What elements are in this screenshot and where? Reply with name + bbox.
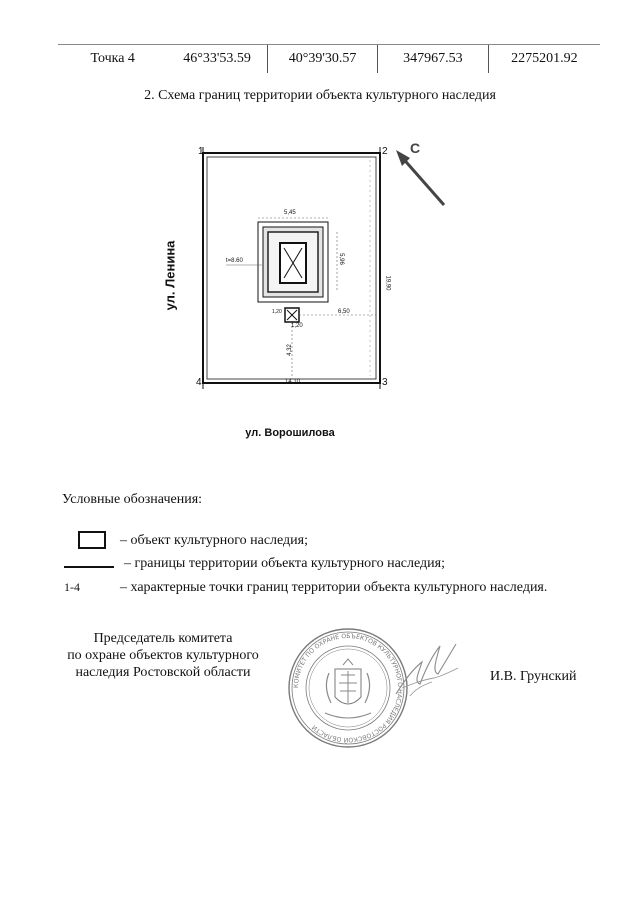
corner-label-2: 2 xyxy=(382,146,388,157)
legend-item-points: – характерные точки границ территории объекта культурного наследия. xyxy=(120,580,548,595)
dim-small-size: 1,20 xyxy=(291,323,303,329)
dim-object-height: 5,96 xyxy=(337,253,344,265)
x-coordinate-cell: 347967.53 xyxy=(377,45,487,73)
legend-boundary-symbol xyxy=(64,566,114,568)
section-heading: 2. Схема границ территории объекта культурного наследия xyxy=(144,88,496,103)
dim-outer-width: 14,10 xyxy=(285,379,301,385)
street-label-bottom: ул. Ворошилова xyxy=(245,427,335,439)
dim-right-offset: 6,50 xyxy=(338,309,350,315)
legend-title: Условные обозначения: xyxy=(62,492,203,507)
corner-label-1: 1 xyxy=(198,146,204,157)
legend-points-symbol: 1-4 xyxy=(64,580,80,594)
signatory-title-line: наследия Ростовской области xyxy=(75,665,251,680)
dim-object-width: 5,45 xyxy=(284,210,296,216)
signatory-title-line: Председатель комитета xyxy=(93,631,233,646)
legend-item-boundary: – границы территории объекта культурного наследия; xyxy=(124,556,445,571)
north-label: С xyxy=(410,140,421,156)
y-coordinate-cell: 2275201.92 xyxy=(488,45,600,73)
point-name-cell: Точка 4 xyxy=(90,51,135,66)
dim-small-side: 1,20 xyxy=(272,309,282,315)
latitude-cell: 46°33'53.59 xyxy=(183,51,251,66)
handwritten-signature xyxy=(392,638,460,700)
elevation-mark: t=8.60 xyxy=(226,258,243,264)
svg-text:КОМИТЕТ ПО ОХРАНЕ ОБЪЕКТОВ КУЛ: КОМИТЕТ ПО ОХРАНЕ ОБЪЕКТОВ КУЛЬТУРНОГО НАСЛЕДИЯ РОСТОВСКОЙ ОБЛАСТИ xyxy=(292,632,404,744)
signatory-title xyxy=(58,630,268,681)
dim-bottom-offset: 4,32 xyxy=(286,344,293,356)
street-label-left: ул. Ленина xyxy=(162,240,178,311)
dim-outer-height: 19,90 xyxy=(384,275,391,291)
signatory-name: И.В. Грунский xyxy=(490,669,577,684)
corner-label-3: 3 xyxy=(382,377,388,388)
signatory-title-line: по охране объектов культурного xyxy=(67,648,259,663)
north-arrow xyxy=(400,155,444,205)
corner-label-4: 4 xyxy=(196,377,202,388)
longitude-cell: 40°39'30.57 xyxy=(267,45,377,73)
legend-object-symbol xyxy=(78,531,106,549)
legend-item-object: – объект культурного наследия; xyxy=(120,533,308,548)
